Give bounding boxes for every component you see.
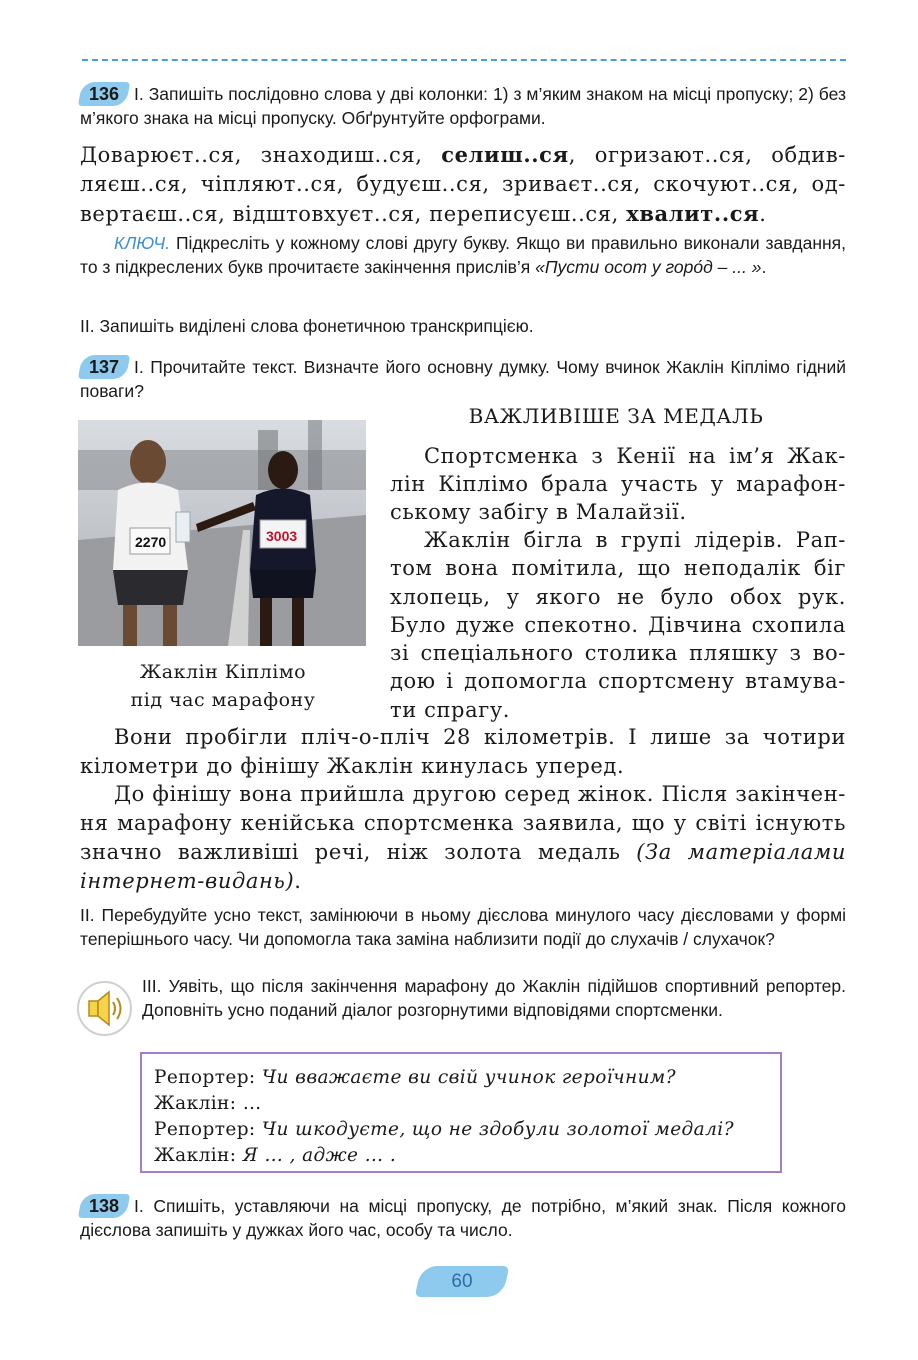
text-line: ти спрагу. xyxy=(390,697,511,722)
marathon-photo-illustration xyxy=(78,420,366,646)
dialog-line: Репортер: Чи вважаєте ви свій учинок героїчним? xyxy=(154,1067,676,1088)
caption-line: під час марафону xyxy=(130,689,316,711)
text-paragraph-1 xyxy=(390,442,846,526)
section-divider xyxy=(82,59,846,61)
bib-number: 3003 xyxy=(266,528,298,544)
speaker-icon xyxy=(76,980,133,1037)
ex137-task2: ІІ. Перебудуйте усно текст, замінюючи в ньому дієслова минулого часу дієсловами у формі теперішнього часу. Чи допомогла така заміна наблизити події до слухачів / слухачок? xyxy=(80,905,846,949)
exercise-number-badge: 136 xyxy=(78,82,130,106)
marathon-photo xyxy=(78,420,366,646)
exercise-number-badge: 137 xyxy=(78,355,130,379)
text-line: До фінішу вона прийшла другою серед жінок. Після закінчен- xyxy=(114,782,846,806)
ex136-key: КЛЮЧ. Підкресліть у кожному слові другу букву. Якщо ви правильно виконали завдання, то з підкреслених букв прочитаєте закінчення прислів’я «Пусти осот у горо́д – ... ». xyxy=(80,233,846,277)
words-line: ляєш..ся, чіпляют..ся, будуєш..ся, зриваєт..ся, скочуют..ся, од- xyxy=(80,172,846,196)
text-line: зі спеціального столика пляшку з во- xyxy=(390,641,846,666)
page-number: 60 xyxy=(415,1266,510,1297)
text-line: дою і допомогла спортсмену втамува- xyxy=(390,669,846,694)
text-paragraph-3 xyxy=(80,723,846,781)
ex137-task3: ІІІ. Уявіть, що після закінчення марафону до Жаклін підійшов спортивний репортер. Доповніть усно поданий діалог розгорнутими відповідями спортсменки. xyxy=(142,976,846,1020)
text-line: хлопець, у якого не було обох рук. xyxy=(390,584,846,609)
text-line: ському забігу в Малайзії. xyxy=(390,500,687,524)
dialog-box xyxy=(140,1052,782,1173)
dialog-line: Репортер: Чи шкодуєте, що не здобули золотої медалі? xyxy=(154,1119,734,1140)
text-line: ня марафону кенійська спортсменка заявила, що у світі існують xyxy=(80,811,846,835)
text-line: інтернет-видань). xyxy=(80,869,302,893)
text-line: Спортсменка з Кенії на ім’я Жак- xyxy=(424,444,846,468)
ex136-task1: 136 І. Запишіть послідовно слова у дві колонки: 1) з м’яким знаком на місці пропуску; 2) без м’якого знака на місці пропуску. Обґрунтуйте орфограми. xyxy=(80,82,846,130)
text-paragraph-4 xyxy=(80,780,846,896)
caption-line: Жаклін Кіплімо xyxy=(139,661,307,683)
ex137-task1: 137 І. Прочитайте текст. Визначте його основну думку. Чому вчинок Жаклін Кіплімо гідний поваги? xyxy=(80,355,846,403)
text-paragraph-2 xyxy=(390,526,846,724)
dialog-line: Жаклін: Я … , адже … . xyxy=(154,1145,397,1166)
key-label: КЛЮЧ. xyxy=(114,233,171,253)
text-line: Вони пробігли пліч-о-пліч 28 кілометрів. І лише за чотири xyxy=(114,725,846,749)
text-line: кілометри до фінішу Жаклін кинулась уперед. xyxy=(80,754,625,778)
text-line: Жаклін бігла в групі лідерів. Рап- xyxy=(424,528,846,552)
bib-number: 2270 xyxy=(135,534,167,550)
ex136-words xyxy=(80,140,846,229)
dialog-line: Жаклін: … xyxy=(154,1093,262,1114)
text-title: ВАЖЛИВІШЕ ЗА МЕДАЛЬ xyxy=(468,404,764,428)
text-line: том вона помітила, що неподалік біг xyxy=(390,556,846,581)
words-line: Доварюєт..ся, знаходиш..ся, селиш..ся, огризают..ся, обдив- xyxy=(80,142,846,167)
ex136-task2: ІІ. Запишіть виділені слова фонетичною транскрипцією. xyxy=(80,316,534,336)
words-line: вертаєш..ся, відштовхуєт..ся, переписуєш..ся, хвалит..ся. xyxy=(80,201,767,226)
text-line: значно важливіші речі, ніж золота медаль (За матеріалами xyxy=(80,840,846,864)
exercise-number-badge: 138 xyxy=(78,1194,130,1218)
text-line: Було дуже спекотно. Дівчина схопила xyxy=(390,612,846,637)
photo-caption xyxy=(78,658,368,714)
text-line: лін Кіплімо брала участь у марафон- xyxy=(390,472,846,496)
ex138-task1: 138 І. Спишіть, уставляючи на місці пропуску, де потрібно, м’який знак. Після кожного дієслова запишіть у дужках його час, особу та число. xyxy=(80,1194,846,1242)
